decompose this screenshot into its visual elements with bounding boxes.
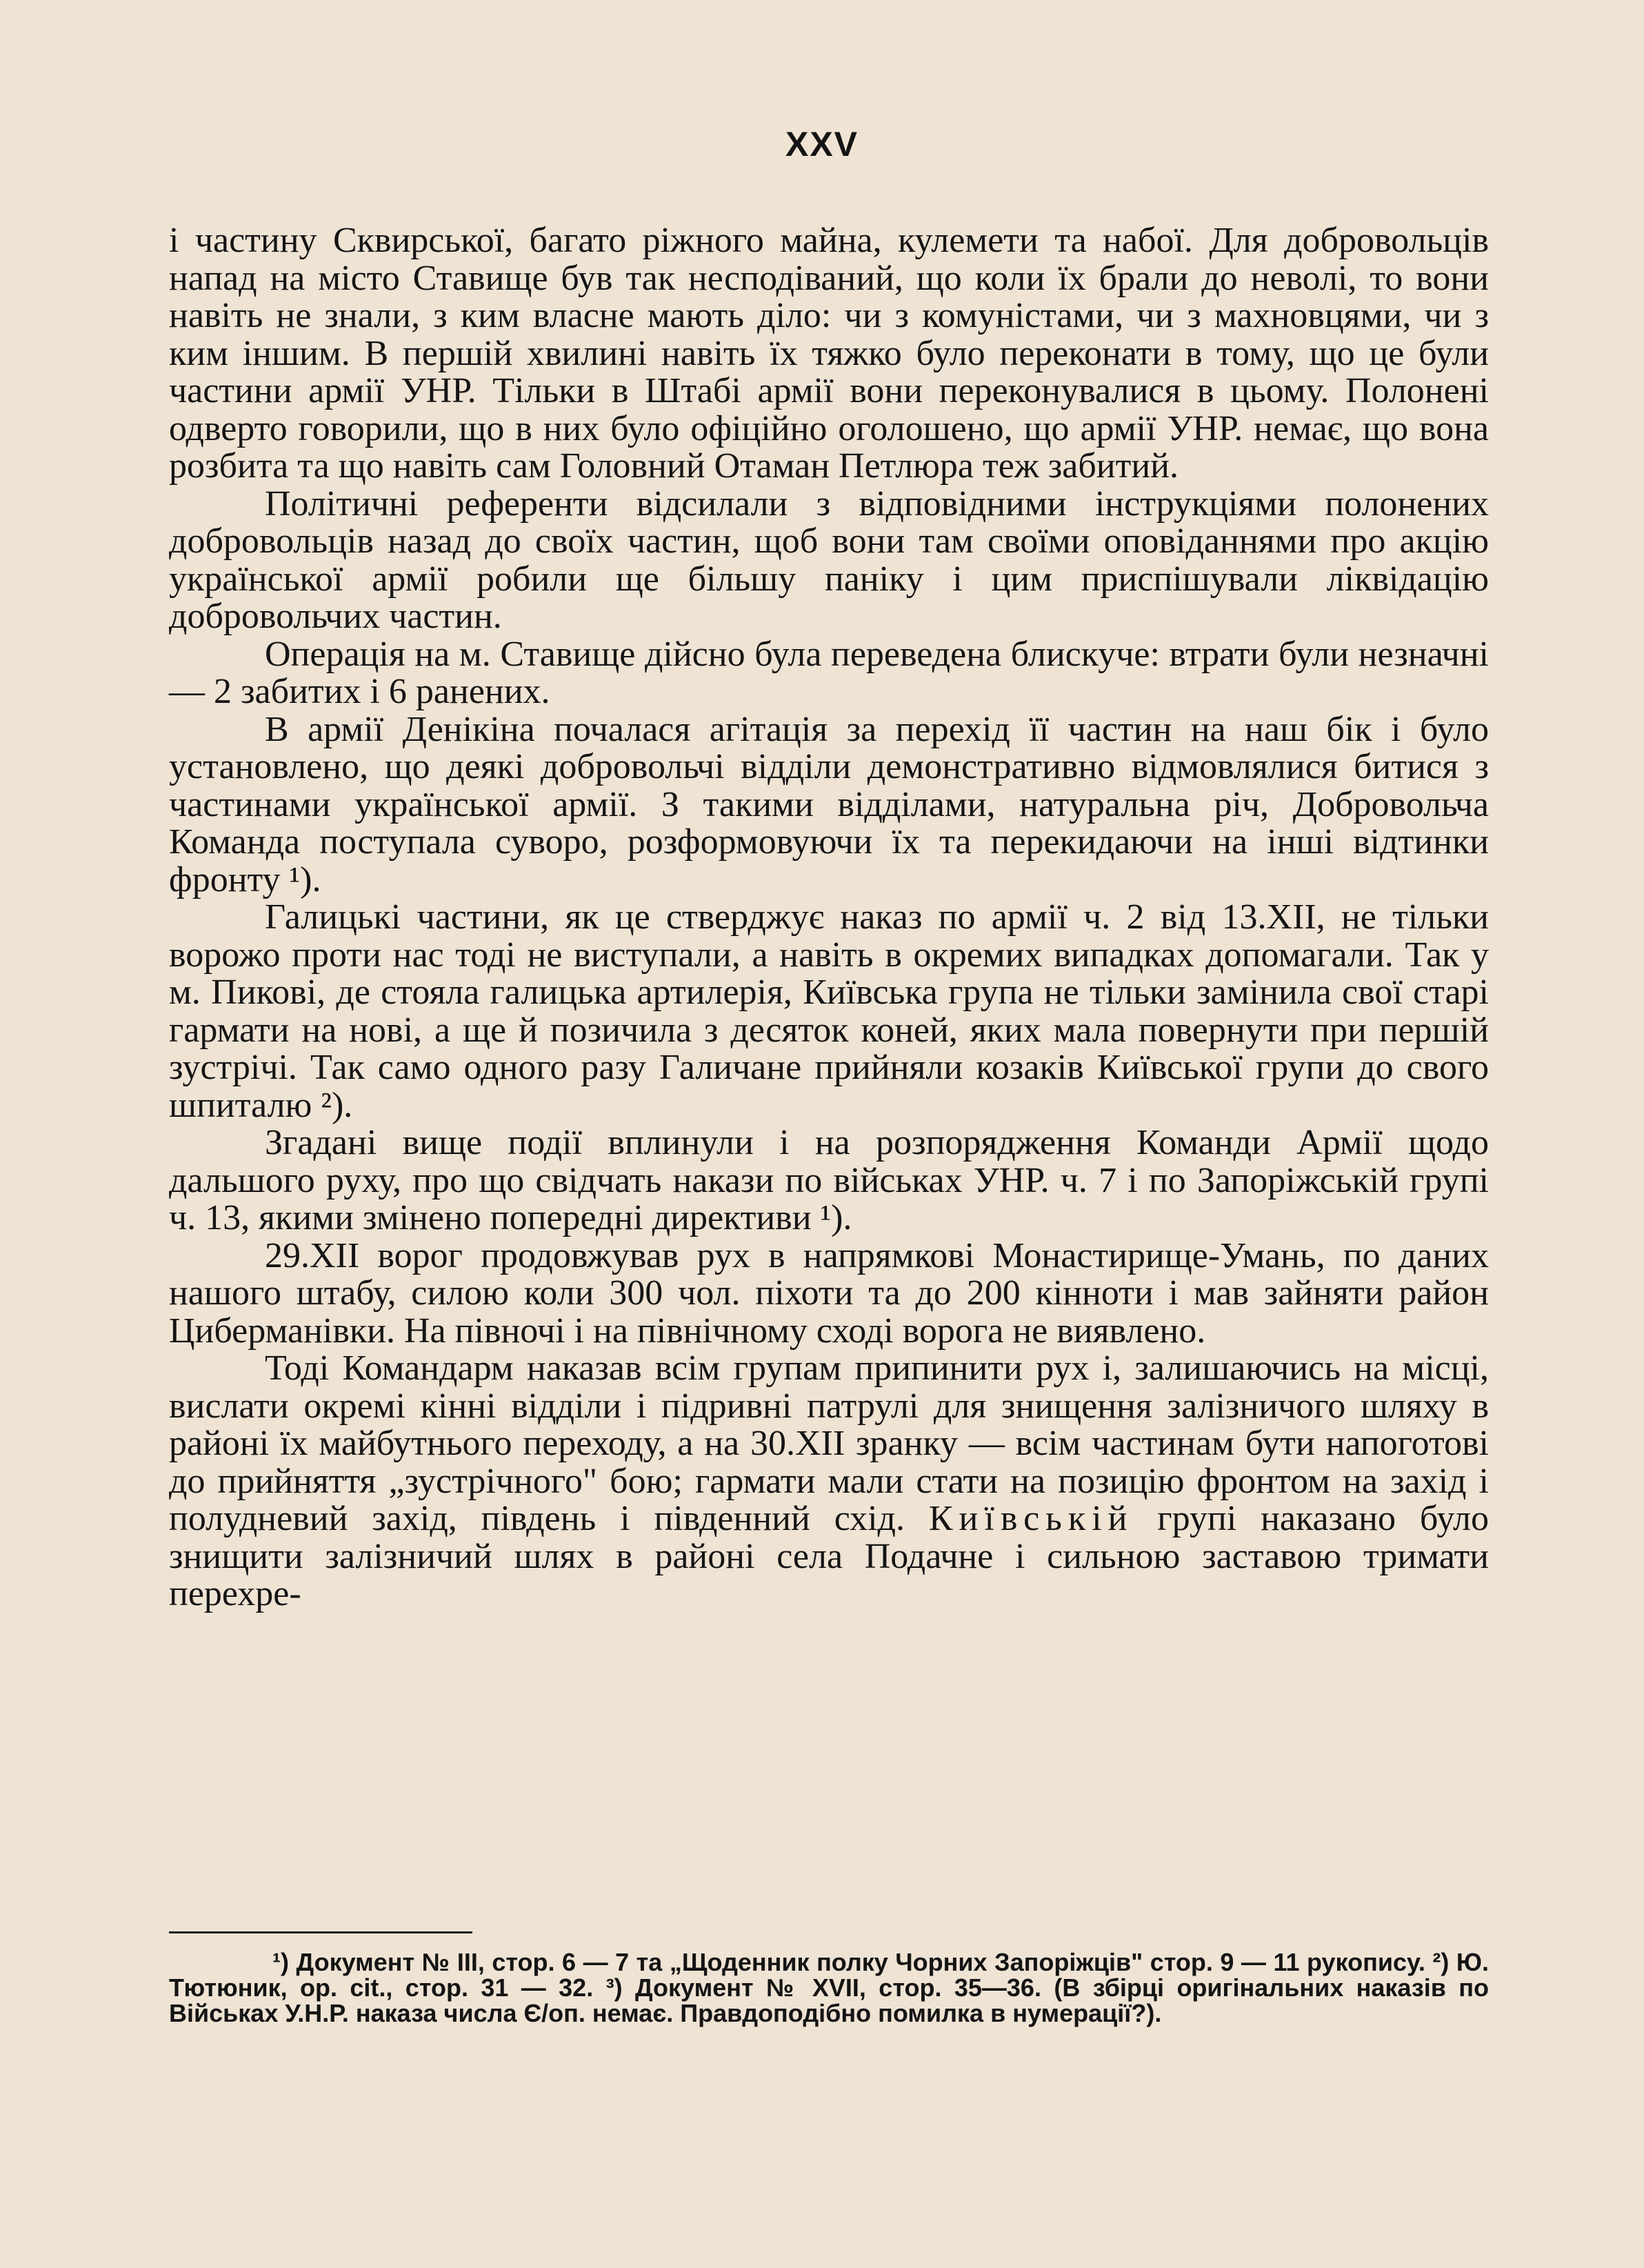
- spaced-emphasis: Київській: [928, 1499, 1134, 1538]
- paragraph: Політичні референти відсилали з відповідними інструкціями полонених добровольців назад до своїх частин, щоб вони там своїми оповіданнями про акцію української армії робили ще більшу паніку і цим приспішували ліквідацію добровольчих частин.: [169, 484, 1489, 636]
- footnote-divider: [169, 1931, 472, 1933]
- main-text: [169, 222, 1489, 1613]
- paragraph-tail: групі наказано було знищити залізничий шлях в районі села Подачне і сильною заставою тримати перехре-: [169, 1499, 1489, 1613]
- paragraph: Згадані вище події вплинули і на розпорядження Команди Армії щодо дальшого руху, про що свідчать накази по військах УНР. ч. 7 і по Запоріжській групі ч. 13, якими змінено попередні директиви ¹).: [169, 1123, 1489, 1237]
- footnote-text: ¹) Документ № III, стор. 6 — 7 та „Щоденник полку Чорних Запоріжців" стор. 9 — 11 рукопису. ²) Ю. Тютюник, ор. cit., стор. 31 — 32. ³) Документ № XVII, стор. 35—36. (В збірці оригінальних наказів по Військах У.Н.Р. наказа числа Є/оп. немає. Правдоподібно помилка в нумерації?).: [169, 1948, 1489, 2027]
- page-number: XXV: [785, 125, 859, 163]
- footnotes: [169, 1949, 1489, 2026]
- paragraph: Операція на м. Ставище дійсно була переведена блискуче: втрати були незначні — 2 забитих і 6 ранених.: [169, 634, 1489, 711]
- paragraph: і частину Сквирської, багато ріжного майна, кулемети та набої. Для добровольців напад на місто Ставище був так несподіваний, що коли їх брали до неволі, то вони навіть не знали, з ким власне мають діло: чи з комуністами, чи з махновцями, чи з ким іншим. В першій хвилині навіть їх тяжко було переконати в тому, що це були частини армії УНР. Тільки в Штабі армії вони переконувалися в цьому. Полонені одверто говорили, що в них було офіційно оголошено, що армії УНР. немає, що вона розбита та що навіть сам Головний Отаман Петлюра теж забитий.: [169, 221, 1489, 486]
- paragraph-lead: Тоді Командарм наказав всім групам припинити рух і, залишаючись на місці, вислати окремі кінні відділи і підривні патрулі для знищення залізничого шляху в районі їх майбутнього переходу, а на 30.XII зранку — всім частинам бути напоготові до прийняття „зустрічного" бою; гармати мали стати на позицію фронтом на захід і полудневий захід, південь і південний схід.: [169, 1349, 1489, 1538]
- paragraph: В армії Денікіна почалася агітація за перехід її частин на наш бік і було установлено, що деякі добровольчі відділи демонстративно відмовлялися битися з частинами української армії. З такими відділами, натуральна річ, Добровольча Команда поступала суворо, розформовуючи їх та перекидаючи на інші відтинки фронту ¹).: [169, 709, 1489, 899]
- paragraph: [169, 1350, 1489, 1613]
- paragraph: Галицькі частини, як це стверджує наказ по армії ч. 2 від 13.XII, не тільки ворожо проти нас тоді не виступали, а навіть в окремих випадках допомагали. Так у м. Пикові, де стояла галицька артилерія, Київська група не тільки замінила свої старі гармати на нові, а ще й позичила з десяток коней, яких мала повернути при першій зустрічі. Так само одного разу Галичане прийняли козаків Київської групи до свого шпиталю ²).: [169, 897, 1489, 1125]
- paragraph: 29.XII ворог продовжував рух в напрямкові Монастирище-Умань, по даних нашого штабу, силою коли 300 чол. піхоти та до 200 кінноти і мав зайняти район Циберманівки. На півночі і на північному сході ворога не виявлено.: [169, 1235, 1489, 1351]
